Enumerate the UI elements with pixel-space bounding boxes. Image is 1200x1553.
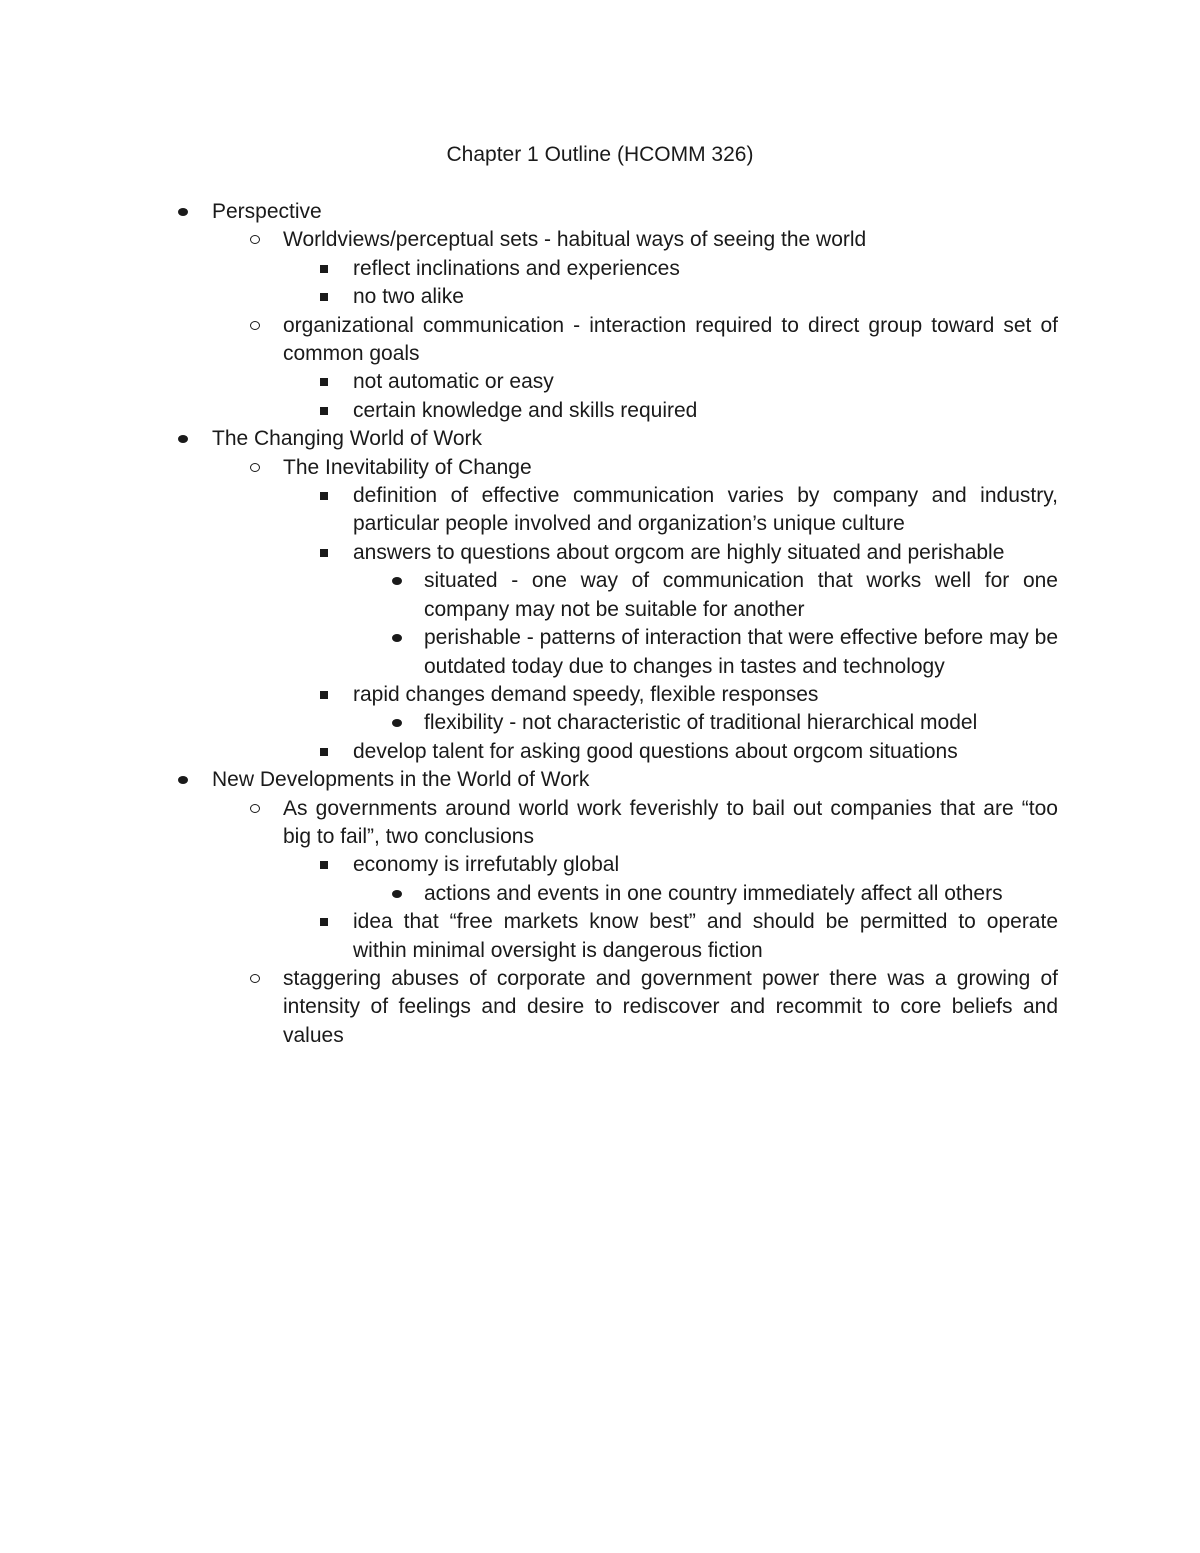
square-bullet-icon <box>316 368 336 396</box>
outline-item-text: staggering abuses of corporate and government power there was a growing of intensity of feelings and desire to rediscover and recommit to core beliefs and values <box>283 966 1058 1047</box>
outline-item-text: The Inevitability of Change <box>283 455 532 479</box>
outline-item-text: rapid changes demand speedy, flexible responses <box>353 682 819 706</box>
outline-item-level-3 <box>0 681 1058 709</box>
disc-bullet-icon <box>388 624 408 652</box>
outline-item-text: actions and events in one country immediately affect all others <box>424 881 1003 905</box>
outline-item-level-3 <box>0 368 1058 396</box>
outline-item-level-4 <box>0 709 1058 737</box>
circle-bullet-icon <box>246 312 266 340</box>
outline-item-text: economy is irrefutably global <box>353 853 620 877</box>
circle-bullet-icon <box>246 965 266 993</box>
outline-item-text: situated - one way of communication that works well for one company may not be suitable for another <box>424 569 1058 621</box>
outline-item-level-3 <box>0 283 1058 311</box>
disc-bullet-icon <box>174 766 194 794</box>
outline-item-text: Perspective <box>212 200 322 223</box>
outline-item-text: certain knowledge and skills required <box>353 398 698 422</box>
outline-item-level-3 <box>0 738 1058 766</box>
outline-item-level-2 <box>0 312 1058 369</box>
outline-item-text: definition of effective communication varies by company and industry, particular people involved and organization’s unique culture <box>353 484 1058 536</box>
square-bullet-icon <box>316 397 336 425</box>
outline-item-level-4 <box>0 567 1058 624</box>
outline-item-text: flexibility - not characteristic of traditional hierarchical model <box>424 711 978 735</box>
outline-item-text: answers to questions about orgcom are highly situated and perishable <box>353 540 1005 564</box>
disc-bullet-icon <box>388 880 408 908</box>
disc-bullet-icon <box>388 567 408 595</box>
square-bullet-icon <box>316 851 336 879</box>
outline-item-level-1 <box>0 425 1058 453</box>
outline-item-level-4 <box>0 880 1058 908</box>
disc-bullet-icon <box>388 709 408 737</box>
disc-bullet-icon <box>174 425 194 453</box>
outline-item-level-3 <box>0 539 1058 567</box>
circle-bullet-icon <box>246 454 266 482</box>
outline-item-level-3 <box>0 482 1058 539</box>
outline-item-text: no two alike <box>353 285 464 309</box>
square-bullet-icon <box>316 255 336 283</box>
outline-item-text: The Changing World of Work <box>212 427 483 451</box>
outline-item-level-3 <box>0 851 1058 879</box>
outline-item-text: not automatic or easy <box>353 370 554 394</box>
outline-item-level-2 <box>0 454 1058 482</box>
outline-item-text: organizational communication - interaction required to direct group toward set of common goals <box>283 313 1058 366</box>
outline-item-text: Worldviews/perceptual sets - habitual ways of seeing the world <box>283 228 867 252</box>
outline-item-text: New Developments in the World of Work <box>212 768 590 792</box>
outline-item-text: perishable - patterns of interaction that were effective before may be outdated today due to changes in tastes and technology <box>424 626 1058 678</box>
outline-item-level-2 <box>0 226 1058 254</box>
outline-item-level-3 <box>0 255 1058 283</box>
outline-item-level-4 <box>0 624 1058 681</box>
outline-item-text: As governments around world work feverishly to bail out companies that are “too big to fail”, two conclusions <box>283 796 1058 848</box>
outline-item-level-3 <box>0 908 1058 965</box>
square-bullet-icon <box>316 539 336 567</box>
outline-item-text: reflect inclinations and experiences <box>353 256 680 280</box>
square-bullet-icon <box>316 681 336 709</box>
circle-bullet-icon <box>246 795 266 823</box>
outline-list <box>0 198 1200 1050</box>
outline-item-level-2 <box>0 965 1058 1050</box>
disc-bullet-icon <box>174 198 194 226</box>
outline-item-level-1 <box>0 198 1058 226</box>
circle-bullet-icon <box>246 226 266 254</box>
square-bullet-icon <box>316 908 336 936</box>
square-bullet-icon <box>316 738 336 766</box>
square-bullet-icon <box>316 283 336 311</box>
outline-item-text: idea that “free markets know best” and should be permitted to operate within minimal oversight is dangerous fiction <box>353 910 1058 962</box>
outline-item-level-2 <box>0 795 1058 852</box>
document-title: Chapter 1 Outline (HCOMM 326) <box>446 143 754 166</box>
outline-item-text: develop talent for asking good questions about orgcom situations <box>353 739 958 763</box>
outline-item-level-1 <box>0 766 1058 794</box>
square-bullet-icon <box>316 482 336 510</box>
outline-item-level-3 <box>0 397 1058 425</box>
